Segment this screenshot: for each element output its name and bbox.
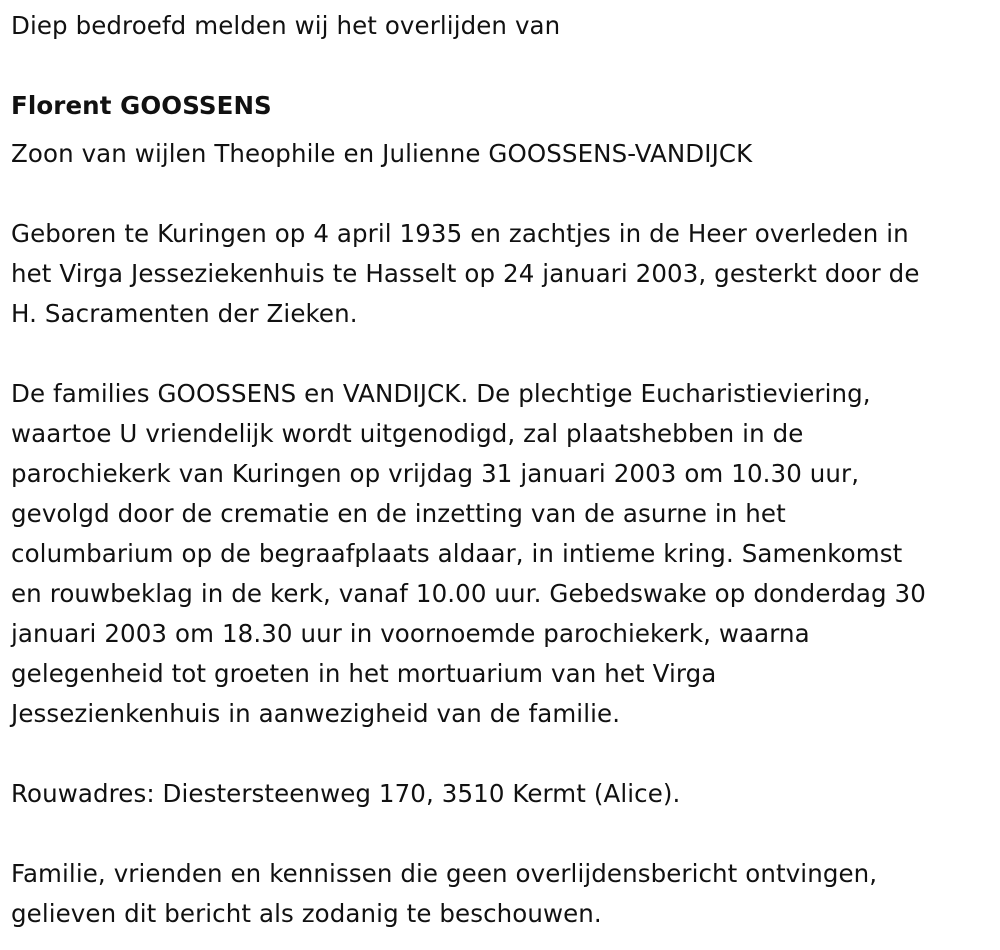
spacer — [11, 46, 996, 86]
intro-text: Diep bedroefd melden wij het overlijden van — [11, 11, 561, 40]
spacer — [11, 174, 996, 214]
spacer — [11, 814, 996, 854]
mourning-address: Rouwadres: Diestersteenweg 170, 3510 Kermt (Alice). — [11, 779, 681, 808]
closing-paragraph: Familie, vrienden en kennissen die geen overlijdensbericht ontvingen, gelieven dit bericht als zodanig te beschouwen. — [11, 859, 878, 928]
obituary-document — [11, 6, 996, 934]
parents-text: Zoon van wijlen Theophile en Julienne GOOSSENS-VANDIJCK — [11, 139, 753, 168]
birth-death-paragraph: Geboren te Kuringen op 4 april 1935 en zachtjes in de Heer overleden in het Virga Jesseziekenhuis te Hasselt op 24 januari 2003, gesterkt door de H. Sacramenten der Zieken. — [11, 219, 920, 328]
deceased-name: Florent GOOSSENS — [11, 91, 272, 120]
ceremony-paragraph: De families GOOSSENS en VANDIJCK. De plechtige Eucharistieviering, waartoe U vriendelijk wordt uitgenodigd, zal plaatshebben in de parochiekerk van Kuringen op vrijdag 31 januari 2003 om 10.30 uur, gevolgd door de crematie en de inzetting van de asurne in het columbarium op de begraafplaats aldaar, in intieme kring. Samenkomst en rouwbeklag in de kerk, vanaf 10.00 uur. Gebedswake op donderdag 30 januari 2003 om 18.30 uur in voornoemde parochiekerk, waarna gelegenheid tot groeten in het mortuarium van het Virga Jessezienkenhuis in aanwezigheid van de familie. — [11, 379, 926, 728]
spacer — [11, 334, 996, 374]
spacer — [11, 734, 996, 774]
